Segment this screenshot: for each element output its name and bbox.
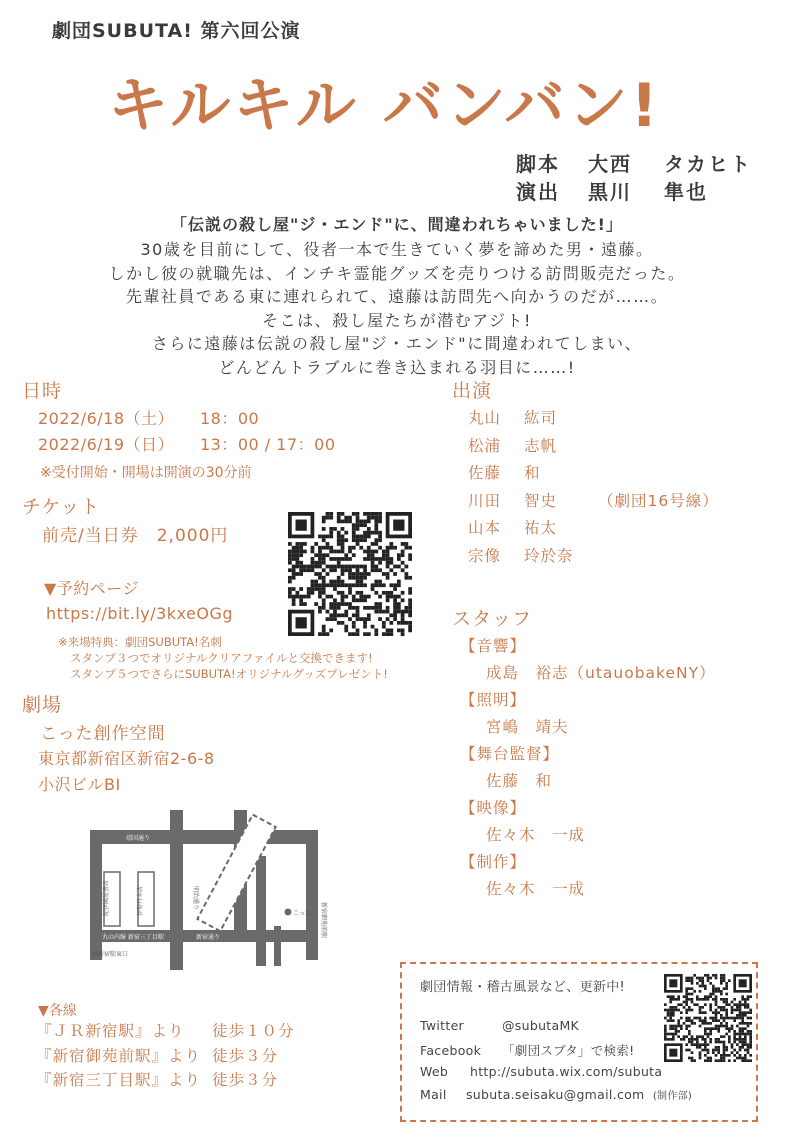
facebook-value: 「劇団スブタ」で検索! (502, 1043, 635, 1058)
bonus-line: ※来場特典：劇団SUBUTA!名刺 (58, 635, 222, 649)
map-label-gyoenmae: 新宿御苑前駅 (320, 902, 327, 939)
mail-label: Mail (420, 1087, 447, 1102)
cast-member (468, 544, 598, 566)
cast-heading: 出演 (452, 380, 493, 402)
venue-building: 小沢ビルBI (38, 775, 121, 794)
venue-map (86, 806, 332, 974)
venue-name: こった創作空間 (40, 724, 166, 744)
cast-member (468, 461, 598, 483)
cast-surname: 宗像 (468, 546, 502, 565)
synopsis-lead: 「伝説の殺し屋"ジ・エンド"に、間違われちゃいました!」 (171, 215, 623, 234)
credit-script (516, 148, 752, 177)
info-qr-code[interactable] (664, 974, 752, 1062)
schedule-note: ※受付開始・開場は開演の30分前 (40, 465, 252, 481)
access-route (36, 1068, 278, 1090)
credit-given: タカヒト (664, 152, 752, 176)
credit-director (516, 176, 708, 205)
reservation-qr-code[interactable] (288, 512, 412, 636)
cast-surname: 松浦 (468, 436, 502, 455)
staff-heading: スタッフ (452, 608, 533, 630)
time-text: 18：00 (200, 409, 260, 428)
web-label: Web (420, 1064, 449, 1079)
map-label-kotta: こった (293, 910, 311, 917)
map-label-yasukuni: 靖国通り (126, 835, 151, 842)
mail-note: (制作部) (652, 1091, 693, 1102)
credit-given: 隼也 (664, 180, 708, 204)
access-route (36, 1044, 278, 1066)
route-time: 徒歩３分 (212, 1047, 279, 1065)
map-label-kinokuniya: 紀伊國屋書店 (103, 879, 110, 916)
synopsis-line: 先輩社員である東に連れられて、遠藤は訪問先へ向かうのだが……。 (125, 287, 669, 306)
web-value[interactable]: http://subuta.wix.com/subuta (470, 1064, 663, 1079)
route-station: 『新宿御苑前駅』より (36, 1047, 202, 1065)
schedule-heading: 日時 (22, 380, 63, 402)
staff-name: 佐々木 一成 (486, 880, 586, 898)
info-headline: 劇団情報・稽古風景など、更新中! (420, 980, 626, 995)
venue-heading: 劇場 (22, 694, 63, 716)
staff-role: 【制作】 (460, 853, 527, 871)
cast-given: 祐太 (524, 519, 558, 537)
synopsis-line: そこは、殺し屋たちが潜むアジト! (262, 310, 532, 330)
cast-surname: 川田 (468, 491, 502, 510)
bonus-line: スタンプ５つでさらにSUBUTA!オリジナルグッズプレゼント! (70, 667, 388, 681)
date-text: 2022/6/19（日） (38, 435, 175, 454)
bonus-line: スタンプ３つでオリジナルクリアファイルと交換できます! (70, 651, 373, 665)
cast-member (468, 406, 598, 428)
synopsis-line: しかし彼の就職先は、インチキ霊能グッズを売りつける訪問販売だった。 (108, 263, 686, 283)
staff-role: 【照明】 (460, 691, 527, 709)
staff-name: 佐々木 一成 (486, 826, 586, 844)
map-label-jr-east: JR新宿駅東口 (92, 951, 128, 958)
cast-given: 紘司 (524, 409, 558, 427)
route-station: 『新宿三丁目駅』より (36, 1071, 202, 1089)
cast-given: 志帆 (524, 436, 558, 455)
reserve-link[interactable]: https://bit.ly/3kxeOGg (46, 604, 234, 623)
access-route (36, 1019, 295, 1041)
facebook-label: Facebook (420, 1043, 482, 1058)
staff-name: 佐藤 和 (486, 772, 553, 790)
info-box (400, 962, 758, 1122)
synopsis-line: さらに遠藤は伝説の殺し屋"ジ・エンド"に間違われてしまい、 (151, 334, 643, 353)
map-label-isetan: 伊勢丹本店 (137, 885, 144, 916)
twitter-value[interactable]: @subutaMK (502, 1018, 580, 1033)
cast-surname: 丸山 (468, 409, 502, 427)
map-label-meiji: 明治通り (192, 886, 199, 911)
cast-given: 和 (524, 464, 541, 482)
cast-member (468, 434, 598, 456)
credit-role: 脚本 (516, 152, 560, 176)
ticket-heading: チケット (22, 496, 101, 518)
company-line: 劇団SUBUTA! 第六回公演 (52, 20, 301, 42)
twitter-label: Twitter (420, 1018, 464, 1033)
synopsis-line: どんどんトラブルに巻き込まれる羽目に……! (218, 357, 576, 377)
schedule-date (38, 432, 336, 455)
bonus-note (58, 634, 388, 682)
cast-surname: 佐藤 (468, 464, 502, 482)
reserve-label: ▼予約ページ (44, 579, 139, 598)
access-heading: ▼各線 (38, 1003, 77, 1019)
credit-role: 演出 (516, 180, 560, 204)
map-label-shinjuku-dori: 新宿通り (196, 934, 221, 941)
ticket-price: 前売/当日券 2,000円 (42, 526, 229, 546)
cast-note: （劇団16号線） (598, 491, 719, 510)
route-time: 徒歩１０分 (212, 1022, 295, 1040)
staff-name: 成島 裕志（utauobakeNY） (486, 664, 716, 682)
cast-member (468, 516, 598, 538)
credit-surname: 黒川 (588, 180, 632, 204)
map-label-sanchome: 丸の内線 新宿三丁目駅 (102, 934, 164, 941)
synopsis (0, 212, 794, 379)
play-title: キルキル バンバン! (108, 71, 661, 141)
cast-member (468, 489, 719, 511)
route-station: 『ＪＲ新宿駅』より (36, 1022, 185, 1040)
staff-role: 【映像】 (460, 799, 527, 817)
info-facebook (420, 1041, 634, 1059)
date-text: 2022/6/18（土） (38, 409, 175, 428)
staff-role: 【音響】 (460, 637, 527, 655)
cast-given: 玲於奈 (524, 546, 574, 565)
staff-name: 宮嶋 靖夫 (486, 718, 569, 736)
schedule-date (38, 406, 259, 429)
synopsis-line: 30歳を目前にして、役者一本で生きていく夢を諦めた男・遠藤。 (140, 240, 654, 259)
info-web (420, 1064, 662, 1079)
staff-role: 【舞台監督】 (460, 745, 560, 763)
venue-address: 東京都新宿区新宿2-6-8 (38, 749, 215, 768)
cast-surname: 山本 (468, 519, 502, 537)
cast-given: 智史 (524, 491, 558, 510)
mail-value[interactable]: subuta.seisaku@gmail.com (466, 1087, 645, 1102)
time-text: 13：00 / 17：00 (200, 435, 336, 454)
route-time: 徒歩３分 (212, 1071, 279, 1089)
info-twitter (420, 1018, 579, 1033)
info-mail (420, 1087, 692, 1102)
credit-surname: 大西 (588, 152, 632, 176)
